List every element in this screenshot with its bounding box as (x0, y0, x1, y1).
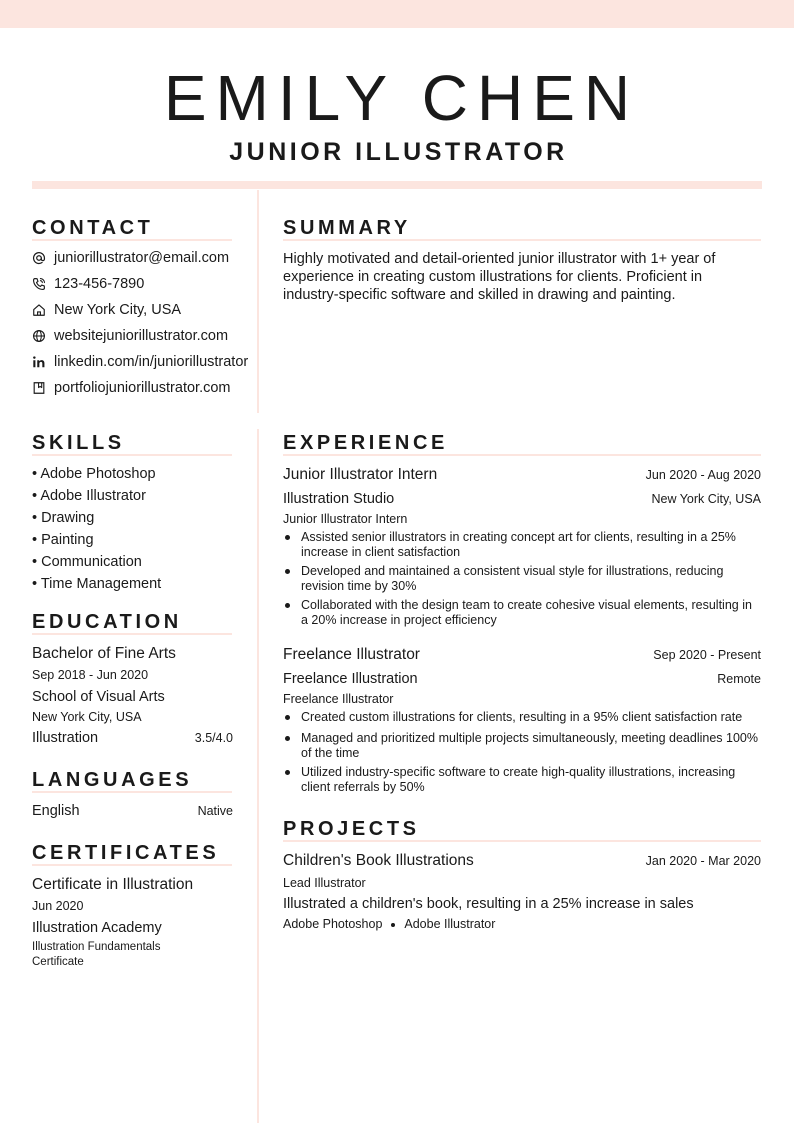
contact-portfolio-text: portfoliojuniorillustrator.com (54, 380, 231, 396)
job-bullet: Assisted senior illustrators in creating concept art for clients, resulting in a 25% increase in client satisfaction (283, 530, 761, 560)
education-gpa: 3.5/4.0 (194, 731, 233, 745)
phone-icon (32, 277, 46, 291)
job-location: New York City, USA (651, 492, 761, 506)
project-role: Lead Illustrator (283, 876, 366, 890)
certificate-description: Illustration Fundamentals Certificate (32, 941, 161, 968)
job-company: Freelance Illustration (283, 671, 418, 687)
projects-heading-rule (283, 840, 761, 842)
contact-website[interactable] (32, 325, 228, 347)
contact-website-text: websitejuniorillustrator.com (54, 328, 229, 344)
certificates-heading-rule (32, 864, 232, 866)
skills-heading-rule (32, 454, 232, 456)
job-company: Illustration Studio (283, 491, 395, 507)
contact-linkedin-text: linkedin.com/in/juniorillustrator (54, 354, 249, 370)
certificate-name: Certificate in Illustration (32, 876, 194, 893)
tool-separator (391, 923, 395, 927)
skill-item: • Adobe Illustrator (32, 488, 146, 504)
job-bullet: Utilized industry-specific software to create high-quality illustrations, increasing client referrals by 50% (283, 765, 761, 795)
contact-email-text: juniorillustrator@email.com (54, 250, 230, 266)
languages-heading: LANGUAGES (32, 769, 193, 791)
job-dates: Sep 2020 - Present (653, 648, 761, 662)
certificates-heading: CERTIFICATES (32, 842, 220, 864)
project-tool: Adobe Illustrator (404, 917, 496, 931)
contact-heading-rule (32, 239, 232, 241)
portfolio-icon (32, 381, 46, 395)
job-title: Freelance Illustrator (283, 646, 420, 663)
contact-portfolio[interactable] (32, 377, 231, 399)
summary-heading: SUMMARY (283, 217, 411, 239)
project-dates: Jan 2020 - Mar 2020 (645, 854, 761, 868)
contact-phone[interactable] (32, 273, 144, 295)
certificate-issuer: Illustration Academy (32, 920, 162, 936)
job-role: Freelance Illustrator (283, 692, 394, 706)
at-icon (32, 251, 46, 265)
job-bullet: Managed and prioritized multiple projects simultaneously, meeting deadlines 100% of the time (283, 731, 761, 761)
job-bullet: Collaborated with the design team to create cohesive visual elements, resulting in a 20% increase in project efficiency (283, 598, 761, 628)
project-tool: Adobe Photoshop (283, 917, 383, 931)
contact-location-text: New York City, USA (54, 302, 182, 318)
contact-heading: CONTACT (32, 217, 154, 239)
globe-icon (32, 329, 46, 343)
contact-location (32, 299, 181, 321)
certificate-date: Jun 2020 (32, 899, 84, 913)
column-divider-bottom (257, 429, 259, 1123)
summary-heading-rule (283, 239, 761, 241)
education-location: New York City, USA (32, 710, 142, 724)
job-dates: Jun 2020 - Aug 2020 (645, 468, 761, 482)
candidate-name: EMILY CHEN (163, 62, 640, 134)
skill-item: • Drawing (32, 510, 95, 526)
skill-item: • Time Management (32, 576, 162, 592)
skill-item: • Painting (32, 532, 94, 548)
experience-heading: EXPERIENCE (283, 432, 448, 454)
job-role: Junior Illustrator Intern (283, 512, 408, 526)
education-degree: Bachelor of Fine Arts (32, 645, 176, 662)
header-divider (32, 181, 762, 189)
job-bullet: Developed and maintained a consistent visual style for illustrations, reducing revision time by 30% (283, 564, 761, 594)
project-description: Illustrated a children's book, resulting in a 25% increase in sales (283, 896, 694, 912)
skills-heading: SKILLS (32, 432, 125, 454)
candidate-title: JUNIOR ILLUSTRATOR (229, 138, 568, 166)
projects-heading: PROJECTS (283, 818, 420, 840)
languages-heading-rule (32, 791, 232, 793)
project-tools (283, 916, 495, 932)
experience-heading-rule (283, 454, 761, 456)
job-title: Junior Illustrator Intern (283, 466, 438, 483)
summary-text: Highly motivated and detail-oriented junior illustrator with 1+ year of experience in creating custom illustrations for clients. Proficient in industry-specific software and skilled in drawing and painting. (283, 251, 716, 303)
education-heading: EDUCATION (32, 611, 182, 633)
education-dates: Sep 2018 - Jun 2020 (32, 668, 149, 682)
contact-phone-text: 123-456-7890 (54, 276, 145, 292)
skill-item: • Adobe Photoshop (32, 466, 156, 482)
skill-item: • Communication (32, 554, 142, 570)
job-location: Remote (717, 672, 761, 686)
education-heading-rule (32, 633, 232, 635)
contact-linkedin[interactable] (32, 351, 248, 373)
column-divider-top (257, 190, 259, 413)
project-name: Children's Book Illustrations (283, 852, 474, 869)
linkedin-icon (32, 355, 46, 369)
language-level: Native (197, 804, 233, 818)
job-bullet: Created custom illustrations for clients, resulting in a 95% client satisfaction rate (283, 710, 761, 725)
education-school: School of Visual Arts (32, 689, 165, 705)
education-field: Illustration (32, 730, 99, 746)
contact-email[interactable] (32, 247, 229, 269)
top-color-band (0, 0, 794, 28)
language-name: English (32, 803, 80, 819)
home-icon (32, 303, 46, 317)
